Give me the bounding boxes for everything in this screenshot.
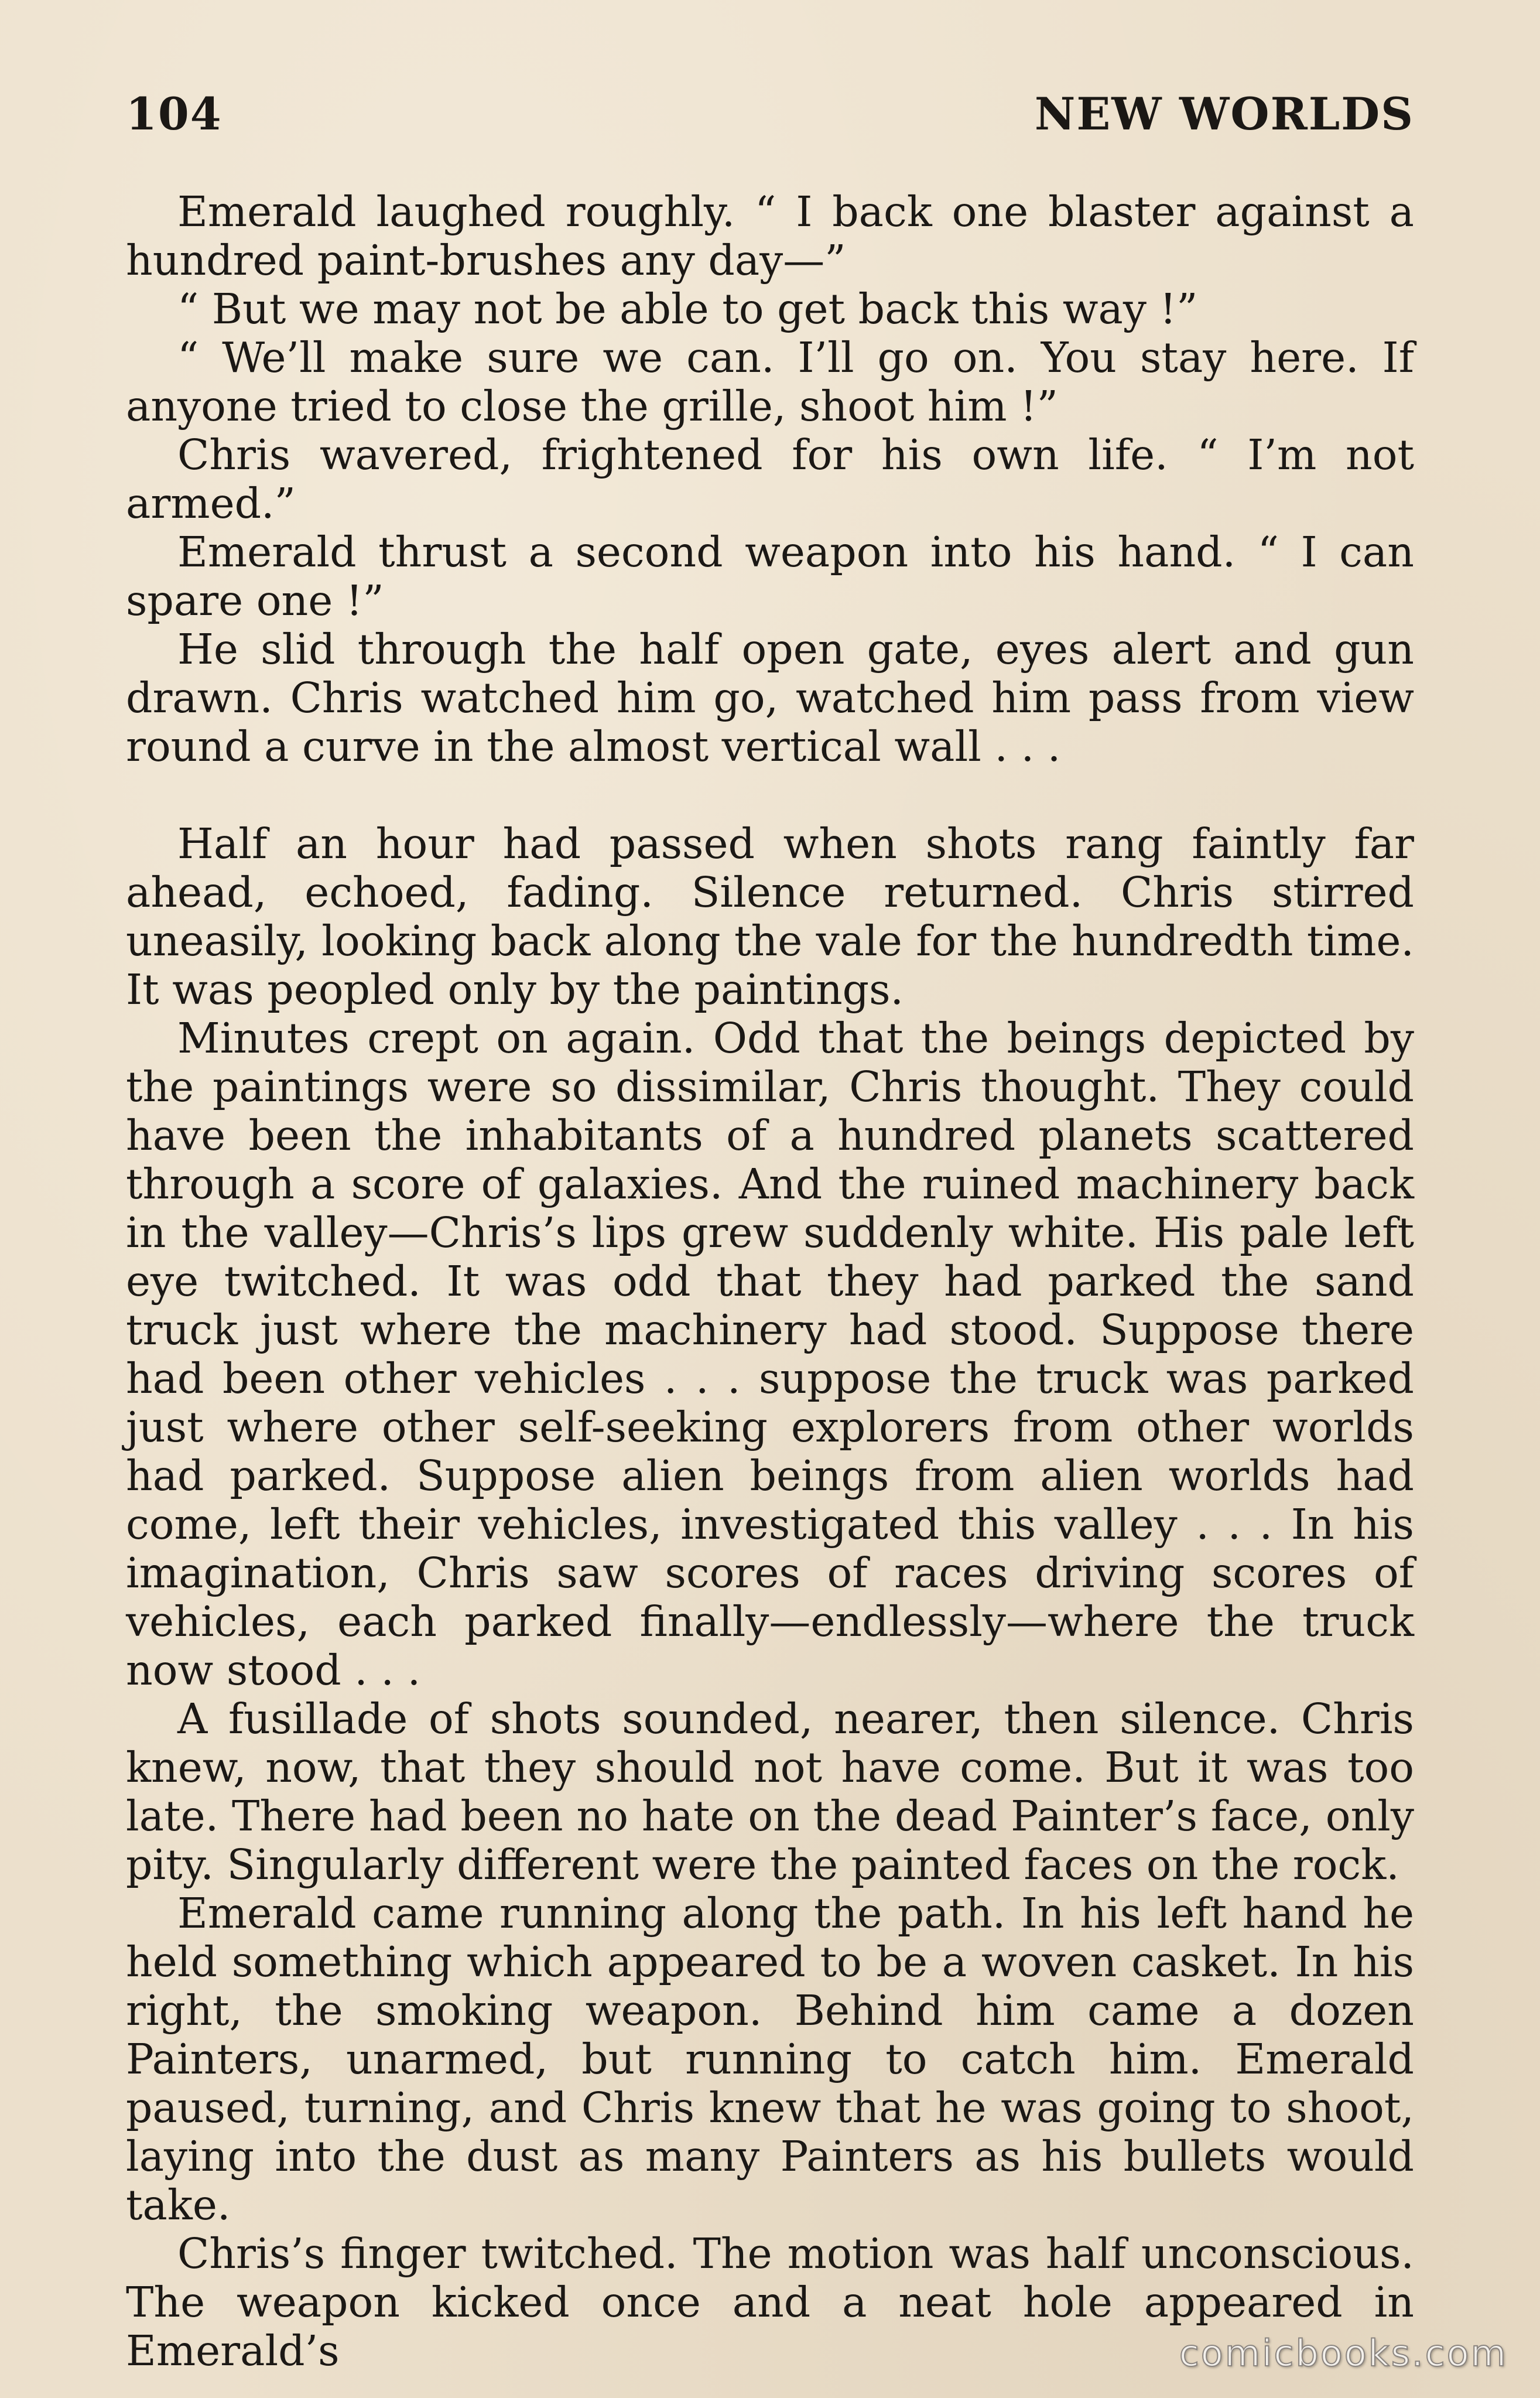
paragraph: Minutes crept on again. Odd that the beings depicted by the paintings were so dissimilar, Chris thought. They could have been the inhabitants of a hundred planets scattered through a score of galaxies. And the ruined machinery back in the valley—Chris’s lips grew suddenly white. His pale left eye twitched. It was odd that they had parked the sand truck just where the machinery had stood. Suppose there had been other vehicles . . . suppose the truck was parked just where other self-seeking explorers from other worlds had parked. Suppose alien beings from alien worlds had come, left their vehicles, investigated this valley . . . In his imagination, Chris saw scores of races driving scores of vehicles, each parked finally—endlessly—where the truck now stood . . .	[126, 1014, 1414, 1695]
paragraph: Chris’s finger twitched. The motion was half unconscious. The weapon kicked once and a neat hole appeared in Emerald’s	[126, 2229, 1414, 2375]
paragraph: Emerald thrust a second weapon into his hand. “ I can spare one !”	[126, 528, 1414, 625]
paragraph: He slid through the half open gate, eyes alert and gun drawn. Chris watched him go, watched him pass from view round a curve in the almost vertical wall . . .	[126, 625, 1414, 771]
paragraph: Emerald came running along the path. In his left hand he held something which appeared to be a woven casket. In his right, the smoking weapon. Behind him came a dozen Painters, unarmed, but running to catch him. Emerald paused, turning, and Chris knew that he was going to shoot, laying into the dust as many Painters as his bullets would take.	[126, 1889, 1414, 2229]
paragraph: Emerald laughed roughly. “ I back one blaster against a hundred paint-brushes any day—”	[126, 187, 1414, 285]
page-content	[126, 88, 1414, 2375]
watermark: comicbooks.com	[1179, 2332, 1508, 2375]
page-number: 104	[126, 88, 223, 140]
running-header	[126, 88, 1414, 158]
paragraph: “ We’ll make sure we can. I’ll go on. You stay here. If anyone tried to close the grille, shoot him !”	[126, 333, 1414, 431]
paragraph: A fusillade of shots sounded, nearer, then silence. Chris knew, now, that they should not have come. But it was too late. There had been no hate on the dead Painter’s face, only pity. Singularly different were the painted faces on the rock.	[126, 1695, 1414, 1889]
magazine-title: NEW WORLDS	[1034, 88, 1414, 140]
paragraph: Chris wavered, frightened for his own life. “ I’m not armed.”	[126, 431, 1414, 528]
paragraph: Half an hour had passed when shots rang faintly far ahead, echoed, fading. Silence returned. Chris stirred uneasily, looking back along the vale for the hundredth time. It was peopled only by the paintings.	[126, 819, 1414, 1014]
paragraph: “ But we may not be able to get back this way !”	[177, 285, 1198, 333]
story-text	[126, 187, 1414, 2375]
section-break	[126, 771, 1414, 819]
